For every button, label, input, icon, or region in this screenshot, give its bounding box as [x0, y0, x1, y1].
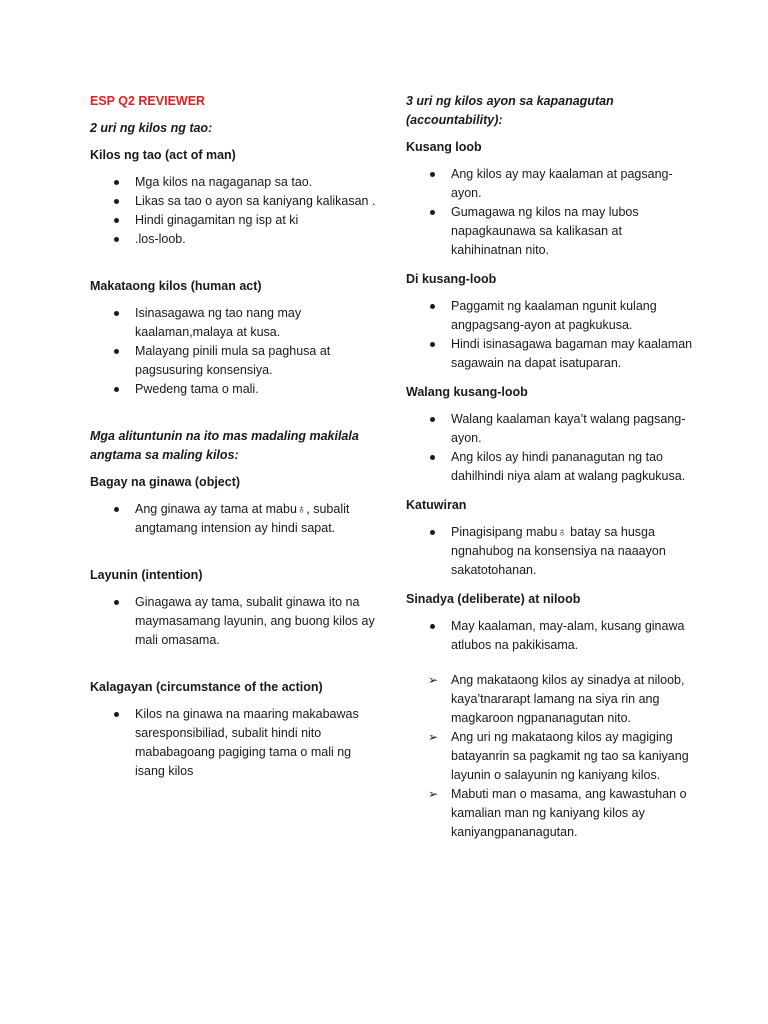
list-item: Likas sa tao o ayon sa kaniyang kalikasan . [90, 192, 380, 211]
list-item: Hindi ginagamitan ng isp at ki [90, 211, 380, 230]
heading-intention: Layunin (intention) [90, 568, 203, 582]
list-item: Gumagawa ng kilos na may lubos napagkaunawa sa kalikasan at kahihinatnan nito. [406, 203, 696, 260]
list-item: Ang kilos ay may kaalaman at pagsang-ayon. [406, 165, 696, 203]
document-title: ESP Q2 REVIEWER [90, 94, 206, 108]
arrow-list [406, 671, 696, 842]
list-item: Ang ginawa ay tama at mabu♁, subalit angtamang intension ay hindi sapat. [90, 500, 380, 538]
list-item: Ang kilos ay hindi pananagutan ng tao dahilhindi niya alam at walang pagkukusa. [406, 448, 696, 486]
heading-kusang-loob: Kusang loob [406, 140, 482, 154]
list-item: .los-loob. [90, 230, 380, 249]
heading-sinadya: Sinadya (deliberate) at niloob [406, 592, 581, 606]
list-walang-kusang-loob [406, 410, 696, 486]
list-item: Isinasagawa ng tao nang may kaalaman,malaya at kusa. [90, 304, 380, 342]
list-item: May kaalaman, may-alam, kusang ginawa atlubos na pakikisama. [406, 617, 696, 655]
section-heading-types-of-acts: 2 uri ng kilos ng tao: [90, 121, 213, 135]
right-column [406, 92, 696, 852]
arrow-list-item: ➢ Ang makataong kilos ay sinadya at niloob, kaya’tnararapt lamang na siya rin ang magkaroon ngpananagutan nito. [406, 671, 696, 728]
list-item: Ginagawa ay tama, subalit ginawa ito na maymasamang layunin, ang buong kilos ay mali omasama. [90, 593, 380, 650]
list-human-act [90, 304, 380, 399]
list-di-kusang-loob [406, 297, 696, 373]
heading-walang-kusang-loob: Walang kusang-loob [406, 385, 528, 399]
list-sinadya [406, 617, 696, 655]
heading-object: Bagay na ginawa (object) [90, 475, 241, 489]
list-item: Kilos na ginawa na maaring makabawas saresponsibiliad, subalit hindi nito mababagoang pagiging tama o mali ng isang kilos [90, 705, 380, 781]
arrow-list-item: ➢ Ang uri ng makataong kilos ay magiging batayanrin sa pagkamit ng tao sa kaniyang layunin o salayunin ng kaniyang kilos. [406, 728, 696, 785]
list-item: Walang kaalaman kaya’t walang pagsang-ayon. [406, 410, 696, 448]
list-item: Pinagisipang mabu♁ batay sa husga ngnahubog na konsensiya na naaayon sakatotohanan. [406, 523, 696, 580]
heading-circumstance: Kalagayan (circumstance of the action) [90, 680, 323, 694]
heading-katuwiran: Katuwiran [406, 498, 467, 512]
list-intention [90, 593, 380, 650]
heading-di-kusang-loob: Di kusang-loob [406, 272, 497, 286]
list-item: Pwedeng tama o mali. [90, 380, 380, 399]
list-object [90, 500, 380, 538]
arrow-list-item: ➢ Mabuti man o masama, ang kawastuhan o kamalian man ng kaniyang kilos ay kaniyangpananagutan. [406, 785, 696, 842]
list-item: Mga kilos na nagaganap sa tao. [90, 173, 380, 192]
list-item: Malayang pinili mula sa paghusa at pagsusuring konsensiya. [90, 342, 380, 380]
section-heading-guidelines: Mga alituntunin na ito mas madaling makilala angtama sa maling kilos: [90, 429, 359, 462]
list-act-of-man [90, 173, 380, 249]
list-circumstance [90, 705, 380, 781]
list-item: Hindi isinasagawa bagaman may kaalaman sagawain na dapat isatuparan. [406, 335, 696, 373]
heading-human-act: Makataong kilos (human act) [90, 279, 262, 293]
section-heading-accountability: 3 uri ng kilos ayon sa kapanagutan (accountability): [406, 94, 614, 127]
list-kusang-loob [406, 165, 696, 260]
heading-act-of-man: Kilos ng tao (act of man) [90, 148, 236, 162]
list-katuwiran [406, 523, 696, 580]
list-item: Paggamit ng kaalaman ngunit kulang angpagsang-ayon at pagkukusa. [406, 297, 696, 335]
left-column [90, 92, 380, 791]
